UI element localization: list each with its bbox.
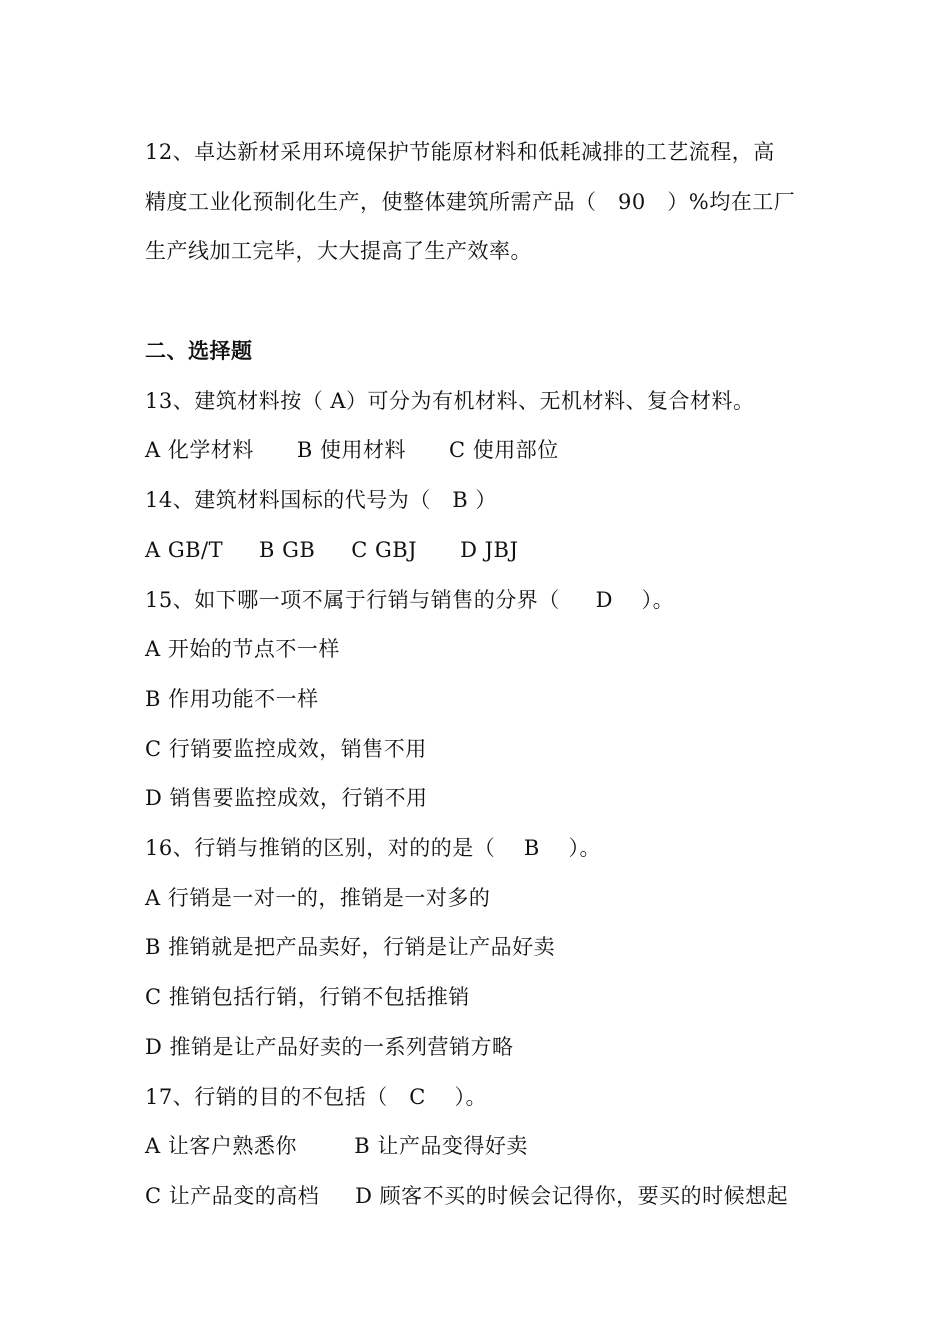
q15-option-b: B 作用功能不一样 — [145, 687, 319, 711]
q12-line-2: 精度工业化预制化生产，使整体建筑所需产品（ 90 ）%均在工厂 — [145, 190, 796, 214]
q16-option-a: A 行销是一对一的，推销是一对多的 — [145, 886, 491, 910]
q15-question: 15、如下哪一项不属于行销与销售的分界（ D ）。 — [145, 588, 675, 612]
q16-option-c: C 推销包括行销，行销不包括推销 — [145, 985, 470, 1009]
q13-question: 13、建筑材料按（ A）可分为有机材料、无机材料、复合材料。 — [145, 389, 755, 413]
q16-option-b: B 推销就是把产品卖好，行销是让产品好卖 — [145, 935, 556, 959]
q15-option-a: A 开始的节点不一样 — [145, 637, 340, 661]
section-title: 二、选择题 — [145, 338, 253, 363]
q12-line-1: 12、卓达新材采用环境保护节能原材料和低耗减排的工艺流程，高 — [145, 140, 775, 164]
q17-options-line-1: A 让客户熟悉你 B 让产品变得好卖 — [145, 1134, 528, 1158]
q12-line-3: 生产线加工完毕，大大提高了生产效率。 — [145, 239, 532, 263]
q15-option-d: D 销售要监控成效，行销不用 — [145, 786, 428, 810]
q14-question: 14、建筑材料国标的代号为（ B ） — [145, 488, 497, 512]
q16-question: 16、行销与推销的区别，对的的是（ B ）。 — [145, 836, 602, 860]
q17-options-line-2: C 让产品变的高档 D 顾客不买的时候会记得你，要买的时候想起 — [145, 1184, 789, 1208]
q13-options: A 化学材料 B 使用材料 C 使用部位 — [145, 438, 559, 462]
q17-question: 17、行销的目的不包括（ C ）。 — [145, 1085, 488, 1109]
q16-option-d: D 推销是让产品好卖的一系列营销方略 — [145, 1035, 514, 1059]
q15-option-c: C 行销要监控成效，销售不用 — [145, 737, 427, 761]
q14-options: A GB/T B GB C GBJ D JBJ — [145, 538, 519, 562]
